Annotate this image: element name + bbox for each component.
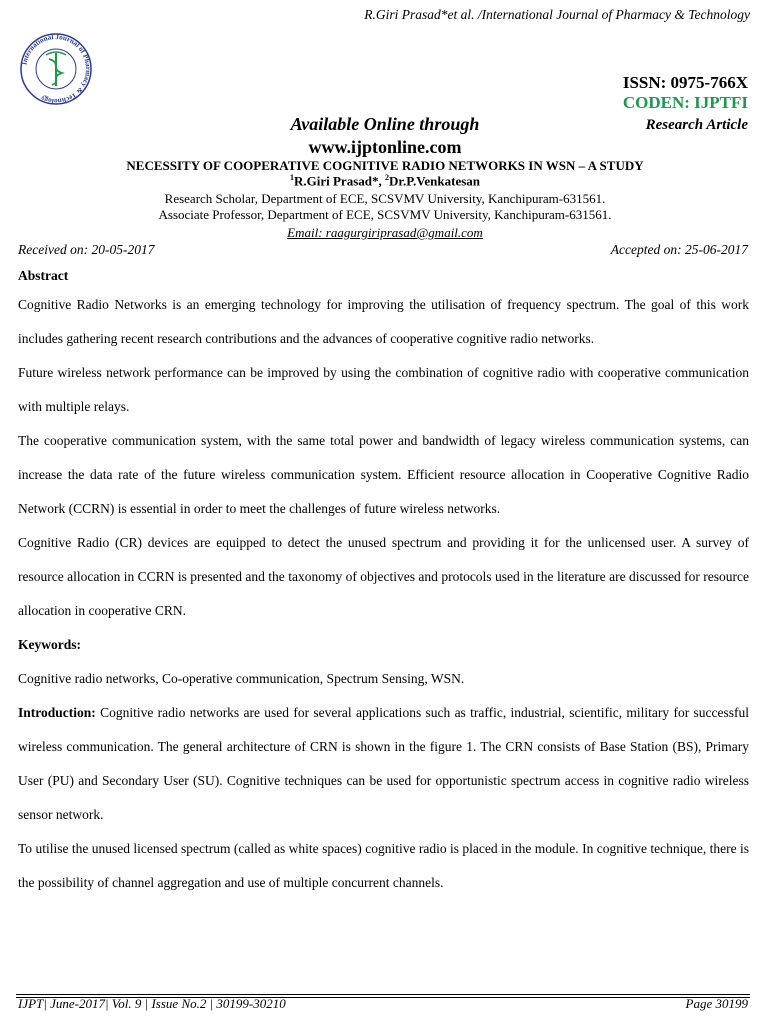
abstract-paragraph: Cognitive Radio Networks is an emerging technology for improving the utilisation of frequency spectrum. The goal of this work includes gathering recent research contributions and the advances of cooperative cognitive radio networks. <box>18 297 749 346</box>
affiliation-2: Associate Professor, Department of ECE, SCSVMV University, Kanchipuram-631561. <box>158 207 612 222</box>
introduction-text: Cognitive radio networks are used for several applications such as traffic, industrial, scientific, military for successful wireless communication. The general architecture of CRN is shown in the figure 1. The CRN consists of Base Station (BS), Primary User (PU) and Secondary User (SU). Cognitive techniques can be used for opportunistic spectrum access in cognitive radio wireless sensor network. <box>18 705 749 822</box>
author-email[interactable]: Email: raagurgiriprasad@gmail.com <box>287 225 483 240</box>
running-head: R.Giri Prasad*et al. /International Journal of Pharmacy & Technology <box>364 7 750 22</box>
paper-title: NECESSITY OF COOPERATIVE COGNITIVE RADIO NETWORKS IN WSN – A STUDY <box>126 158 644 173</box>
author1-sup: 1 <box>289 173 294 182</box>
keywords-text: Cognitive radio networks, Co-operative communication, Spectrum Sensing, WSN. <box>18 671 465 686</box>
footer-citation: IJPT| June-2017| Vol. 9 | Issue No.2 | 30199-30210 <box>18 996 286 1011</box>
abstract-heading: Abstract <box>18 268 69 283</box>
authors <box>0 173 768 189</box>
author2: Dr.P.Venkatesan <box>388 173 481 189</box>
page-number: Page 30199 <box>685 996 748 1011</box>
logo-text: International Journal of Pharmacy & Technology <box>20 32 93 106</box>
introduction-paragraph-2: To utilise the unused licensed spectrum (called as white spaces) cognitive radio is placed in the module. In cognitive technique, there is the possibility of channel aggregation and use of multiple concurrent channels. <box>18 841 749 890</box>
journal-logo <box>16 29 96 109</box>
received-date: Received on: 20-05-2017 <box>18 242 155 257</box>
introduction-heading: Introduction: <box>18 705 96 720</box>
introduction-paragraph <box>18 696 749 832</box>
issn: ISSN: 0975-766X <box>622 73 748 92</box>
author2-sup: 2 <box>384 173 389 182</box>
journal-website[interactable]: www.ijptonline.com <box>308 137 462 157</box>
abstract-paragraph: Cognitive Radio (CR) devices are equipped to detect the unused spectrum and providing it for the unlicensed user. A survey of resource allocation in CCRN is presented and the taxonomy of objectives and protocols used in the literature are discussed for resource allocation in cooperative CRN. <box>18 535 749 618</box>
keywords-heading: Keywords: <box>18 637 81 652</box>
paper-body <box>18 264 749 900</box>
footer-rule <box>16 994 750 995</box>
article-type: Research Article <box>645 117 748 133</box>
author1: R.Giri Prasad*, <box>293 173 385 189</box>
accepted-date: Accepted on: 25-06-2017 <box>610 242 748 257</box>
abstract-paragraph: Future wireless network performance can be improved by using the combination of cognitive radio with cooperative communication with multiple relays. <box>18 365 749 414</box>
abstract-paragraph: The cooperative communication system, with the same total power and bandwidth of legacy wireless communication systems, can increase the data rate of the future wireless communication system. Efficient resource allocation in Cooperative Cognitive Radio Network (CCRN) is essential in order to meet the challenges of future wireless networks. <box>18 433 749 516</box>
coden: CODEN: IJPTFI <box>622 93 748 112</box>
affiliation-1: Research Scholar, Department of ECE, SCSVMV University, Kanchipuram-631561. <box>164 191 606 206</box>
available-online: Available Online through <box>290 114 480 134</box>
